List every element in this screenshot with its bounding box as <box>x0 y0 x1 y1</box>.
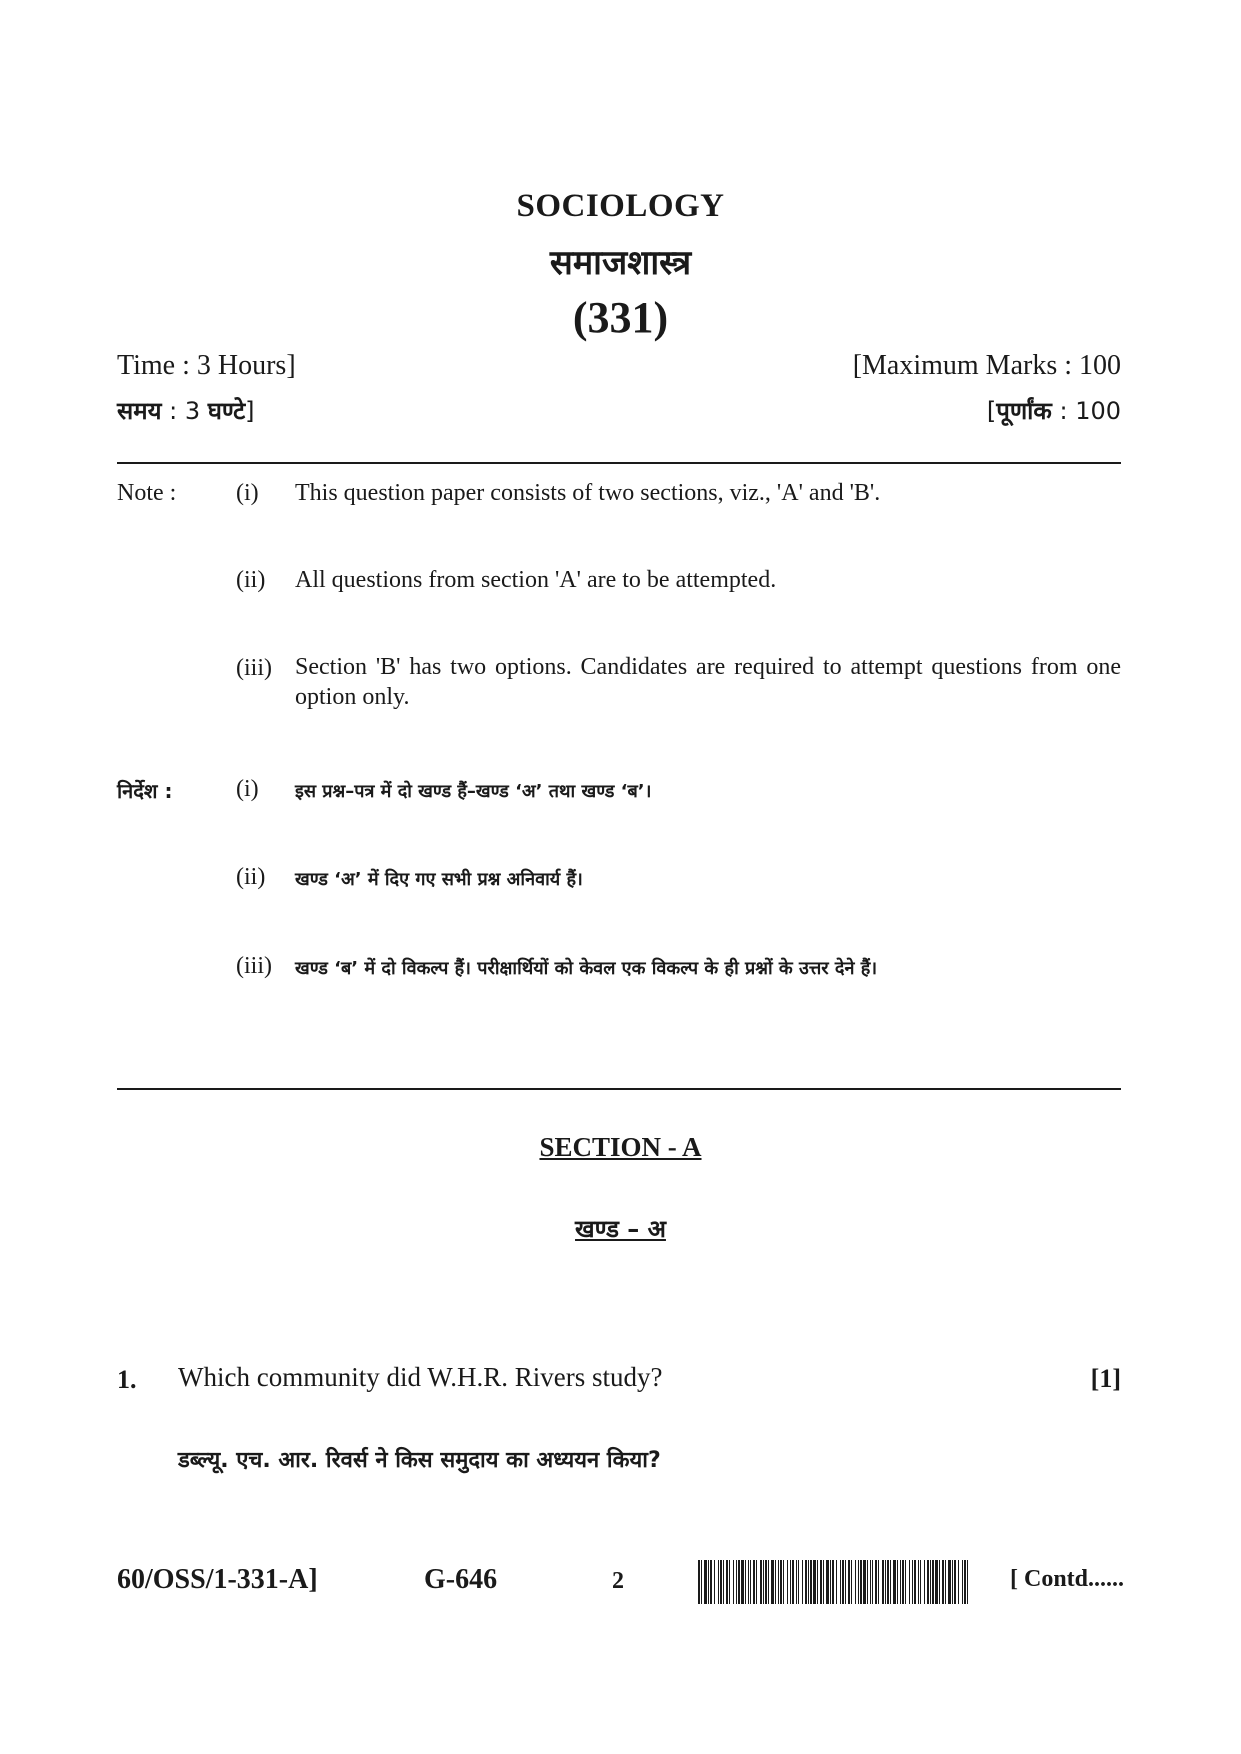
barcode-bar <box>726 1560 728 1604</box>
note-number: (iii) <box>236 655 272 681</box>
barcode-bar <box>780 1560 782 1604</box>
barcode-bar <box>942 1560 944 1604</box>
question-marks: [1] <box>1090 1364 1121 1393</box>
time-hindi-bracket: ] <box>245 397 255 425</box>
paper-code: 60/OSS/1-331-A] <box>117 1564 318 1595</box>
time-hindi-label: समय <box>117 397 162 425</box>
barcode-bar <box>790 1560 791 1604</box>
barcode-bar <box>840 1560 841 1604</box>
barcode-bar <box>855 1560 856 1604</box>
barcode-bar <box>714 1560 715 1604</box>
barcode-bar <box>768 1560 769 1604</box>
barcode-bar <box>802 1560 803 1604</box>
barcode-bar <box>805 1560 807 1604</box>
hindi-note-label: निर्देश : <box>117 779 173 803</box>
max-marks-hindi <box>987 394 1121 427</box>
barcode-bar <box>796 1560 797 1604</box>
page-number: 2 <box>612 1568 624 1594</box>
barcode-bar <box>900 1560 901 1604</box>
barcode-bar <box>912 1560 913 1604</box>
barcode-bar <box>952 1560 953 1604</box>
barcode-bar <box>775 1560 776 1604</box>
continued-label: [ Contd...... <box>1010 1566 1125 1592</box>
max-marks-english: [Maximum Marks : 100 <box>852 350 1121 381</box>
barcode-bar <box>945 1560 946 1604</box>
barcode-bar <box>909 1560 910 1604</box>
barcode-bar <box>720 1560 722 1604</box>
barcode-bar <box>914 1560 916 1604</box>
hindi-note-text: इस प्रश्न–पत्र में दो खण्ड हैं–खण्ड ‘अ’ तथा खण्ड ‘ब’। <box>295 781 652 802</box>
question-number: 1. <box>117 1365 137 1394</box>
barcode-bar <box>918 1560 919 1604</box>
barcode-bar <box>958 1560 959 1604</box>
barcode-bar <box>733 1560 734 1604</box>
barcode-bar <box>760 1560 762 1604</box>
section-title-english-text: SECTION - A <box>539 1132 702 1162</box>
barcode-bar <box>753 1560 755 1604</box>
barcode-bar <box>920 1560 921 1604</box>
barcode-bar <box>967 1560 968 1604</box>
barcode-bar <box>954 1560 956 1604</box>
barcode-bar <box>736 1560 737 1604</box>
barcode-bar <box>939 1560 940 1604</box>
barcode-bar <box>830 1560 831 1604</box>
barcode-bar <box>771 1560 774 1604</box>
barcode-bar <box>741 1560 744 1604</box>
barcode-bar <box>817 1560 818 1604</box>
barcode-bar <box>893 1560 896 1604</box>
barcode-bar <box>842 1560 844 1604</box>
barcode-bar <box>787 1560 788 1604</box>
barcode-bar <box>930 1560 931 1604</box>
barcode-bar <box>897 1560 898 1604</box>
subject-title-hindi: समाजशास्त्र <box>549 243 692 283</box>
barcode-bar <box>962 1560 963 1604</box>
hindi-note-number: (iii) <box>236 953 272 979</box>
time-hindi <box>117 394 255 427</box>
note-text: All questions from section 'A' are to be attempted. <box>295 567 777 593</box>
note-number: (i) <box>236 480 259 506</box>
barcode-bar <box>932 1560 934 1604</box>
note-number: (ii) <box>236 567 266 593</box>
g-code: G-646 <box>424 1564 498 1595</box>
barcode-bar <box>924 1560 925 1604</box>
barcode-bar <box>836 1560 837 1604</box>
note-text: Section 'B' has two options. Candidates are required to attempt questions from one option only. <box>295 654 1121 710</box>
hindi-note-number: (ii) <box>236 864 266 890</box>
barcode-bar <box>872 1560 873 1604</box>
barcode-bar <box>887 1560 889 1604</box>
barcode-bar <box>863 1560 866 1604</box>
barcode-bar <box>798 1560 799 1604</box>
hindi-note-text: खण्ड ‘ब’ में दो विकल्प हैं। परीक्षार्थियों को केवल एक विकल्प के ही प्रश्नों के उत्तर देने हैं। <box>295 958 878 979</box>
barcode-bar <box>723 1560 724 1604</box>
barcode-bar <box>778 1560 779 1604</box>
barcode-bar <box>810 1560 812 1604</box>
section-title-hindi-text: खण्ड – अ <box>575 1215 666 1243</box>
barcode-bar <box>704 1560 707 1604</box>
note-label: Note : <box>117 480 177 506</box>
barcode-bar <box>763 1560 764 1604</box>
barcode-bar <box>848 1560 850 1604</box>
subject-title-english: SOCIOLOGY <box>516 188 725 224</box>
barcode-bar <box>756 1560 757 1604</box>
time-english: Time : 3 Hours] <box>117 350 296 381</box>
barcode-bar <box>927 1560 929 1604</box>
barcode-bar <box>935 1560 938 1604</box>
marks-hindi-bracket: [ <box>986 397 997 425</box>
barcode-bar <box>813 1560 816 1604</box>
barcode-bar <box>701 1560 702 1604</box>
barcode-bar <box>783 1560 784 1604</box>
marks-hindi-value: : 100 <box>1051 397 1121 425</box>
barcode-bar <box>765 1560 767 1604</box>
barcode-bar <box>885 1560 886 1604</box>
hindi-note-number: (i) <box>236 776 259 802</box>
barcode-image <box>698 1560 968 1604</box>
question-text-hindi: डब्ल्यू. एच. आर. रिवर्स ने किस समुदाय का अध्ययन किया? <box>178 1448 661 1473</box>
barcode-bar <box>826 1560 829 1604</box>
barcode-bar <box>832 1560 834 1604</box>
barcode-bar <box>745 1560 746 1604</box>
time-hindi-unit: घण्टे <box>207 397 246 425</box>
barcode-bar <box>948 1560 951 1604</box>
question-text-english: Which community did W.H.R. Rivers study? <box>178 1362 663 1392</box>
hindi-note-text: खण्ड ‘अ’ में दिए गए सभी प्रश्न अनिवार्य हैं। <box>295 869 583 890</box>
barcode-bar <box>750 1560 751 1604</box>
barcode-bar <box>890 1560 891 1604</box>
barcode-bar <box>875 1560 877 1604</box>
section-title-english <box>0 1132 1241 1163</box>
barcode-bar <box>860 1560 862 1604</box>
section-title-hindi <box>0 1212 1241 1245</box>
barcode-bar <box>964 1560 966 1604</box>
barcode-bar <box>878 1560 879 1604</box>
note-text: This question paper consists of two sections, viz., 'A' and 'B'. <box>295 480 881 506</box>
barcode-bar <box>718 1560 719 1604</box>
subject-code: (331) <box>572 293 669 342</box>
divider-top <box>117 462 1121 464</box>
barcode-bar <box>748 1560 749 1604</box>
barcode-bar <box>902 1560 904 1604</box>
time-hindi-value: : 3 <box>161 397 208 425</box>
barcode-bar <box>905 1560 906 1604</box>
barcode-bar <box>698 1560 700 1604</box>
barcode-bar <box>882 1560 884 1604</box>
barcode-bar <box>708 1560 709 1604</box>
barcode-bar <box>870 1560 871 1604</box>
barcode-bar <box>867 1560 868 1604</box>
barcode-bar <box>823 1560 824 1604</box>
barcode-bar <box>729 1560 730 1604</box>
barcode-bar <box>808 1560 809 1604</box>
marks-hindi-label: पूर्णांक <box>996 397 1052 425</box>
barcode-bar <box>710 1560 712 1604</box>
barcode-bar <box>792 1560 794 1604</box>
barcode-bar <box>858 1560 859 1604</box>
barcode-bar <box>738 1560 740 1604</box>
barcode-bar <box>845 1560 846 1604</box>
divider-bottom <box>117 1088 1121 1090</box>
barcode-bar <box>851 1560 852 1604</box>
barcode-bar <box>820 1560 822 1604</box>
